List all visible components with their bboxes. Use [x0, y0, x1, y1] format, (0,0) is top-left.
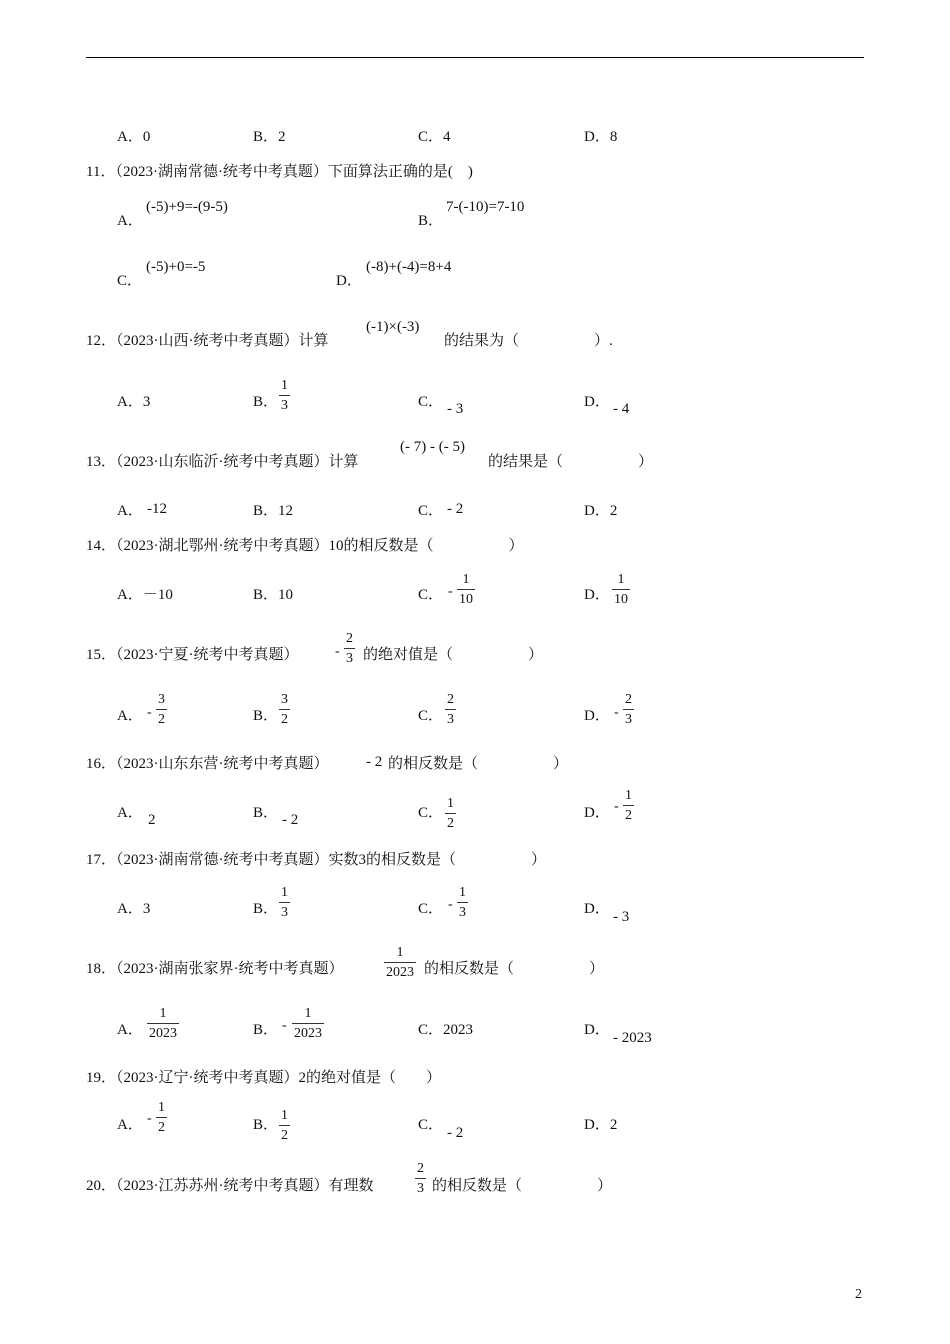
q16-option-c-fraction: $\frac{1}{2}$ [447, 796, 454, 831]
q17-option-c-fraction: $\frac{1}{3}$ [459, 885, 466, 920]
q15-option-c-label: C． [418, 708, 444, 724]
q20-stem-start: 20．（2023·江苏苏州·统考中考真题）有理数 [86, 1178, 374, 1194]
q10-option-c: C．4 [418, 129, 451, 145]
q13-expression: (- 7) - (- 5) [400, 439, 465, 455]
q19-option-b-label: B． [253, 1117, 279, 1133]
header-rule [86, 57, 864, 58]
q18-option-c: C．2023 [418, 1022, 474, 1038]
q16-expression: - 2 [366, 754, 383, 770]
q19-option-a-minus: - [147, 1111, 152, 1126]
q19-option-a-fraction: $\frac{1}{2}$ [158, 1100, 165, 1135]
q15-option-d-label: D． [584, 708, 610, 724]
q15-option-c-fraction: $\frac{2}{3}$ [447, 692, 454, 727]
q13-option-a-label: A． [117, 503, 143, 519]
q20-stem-end: 的相反数是（ ） [432, 1178, 613, 1194]
q17-option-c-label: C． [418, 901, 444, 917]
q13-option-c-value: - 2 [447, 501, 464, 517]
q20-stem-fraction: $\frac{2}{3}$ [417, 1161, 424, 1196]
q16-option-d-minus: - [614, 799, 619, 814]
q19-stem: 19．（2023·辽宁·统考中考真题）2的绝对值是（ ） [86, 1070, 441, 1086]
q14-option-a: A．－10 [117, 587, 173, 603]
q12-option-d-value: - 4 [613, 401, 630, 417]
q16-option-d-label: D． [584, 805, 610, 821]
q12-option-b-fraction: $\frac{1}{3}$ [281, 378, 288, 413]
q12-stem-end: 的结果为（ ）. [444, 333, 613, 349]
q15-option-a-label: A． [117, 708, 143, 724]
q14-option-d-label: D． [584, 587, 610, 603]
q15-stem-start: 15．（2023·宁夏·统考中考真题） [86, 647, 299, 663]
q10-option-d: D．8 [584, 129, 618, 145]
q12-option-c-label: C． [418, 394, 444, 410]
q18-stem-start: 18．（2023·湖南张家界·统考中考真题） [86, 961, 344, 977]
q17-option-a: A．3 [117, 901, 151, 917]
q11-option-b-label: B． [418, 213, 444, 229]
q18-option-d-value: - 2023 [613, 1030, 652, 1046]
q11-option-c-expr: (-5)+0=-5 [146, 259, 206, 275]
q16-stem-start: 16．（2023·山东东营·统考中考真题） [86, 756, 329, 772]
q15-stem-end: 的绝对值是（ ） [363, 647, 544, 663]
q12-expression: (-1)×(-3) [366, 319, 420, 335]
page-number: 2 [855, 1287, 862, 1302]
q14-option-c-label: C． [418, 587, 444, 603]
q17-stem: 17．（2023·湖南常德·统考中考真题）实数3的相反数是（ ） [86, 852, 546, 868]
q11-option-d-label: D． [336, 273, 362, 289]
q13-option-a-value: -12 [147, 501, 167, 517]
q14-stem: 14．（2023·湖北鄂州·统考中考真题）10的相反数是（ ） [86, 538, 524, 554]
q15-option-b-label: B． [253, 708, 279, 724]
q11-option-c-label: C． [117, 273, 143, 289]
q10-option-b: B．2 [253, 129, 286, 145]
q19-option-a-label: A． [117, 1117, 143, 1133]
q16-option-b-value: - 2 [282, 812, 299, 828]
q16-option-a-value: 2 [148, 812, 156, 828]
q16-option-a-label: A． [117, 805, 143, 821]
q14-option-d-fraction: $\frac{1}{10}$ [614, 572, 628, 607]
q14-option-c-minus: - [448, 584, 453, 599]
q19-option-c-label: C． [418, 1117, 444, 1133]
q19-option-c-value: - 2 [447, 1125, 464, 1141]
q18-option-b-fraction: $\frac{1}{2023}$ [294, 1006, 322, 1041]
q11-option-d-expr: (-8)+(-4)=8+4 [366, 259, 452, 275]
q16-option-d-fraction: $\frac{1}{2}$ [625, 788, 632, 823]
q19-option-d: D．2 [584, 1117, 618, 1133]
q15-option-a-fraction: $\frac{3}{2}$ [158, 692, 165, 727]
q16-stem-end: 的相反数是（ ） [388, 756, 569, 772]
q16-option-b-label: B． [253, 805, 279, 821]
q14-option-b: B．10 [253, 587, 294, 603]
q10-option-a: A．0 [117, 129, 151, 145]
q15-option-d-fraction: $\frac{2}{3}$ [625, 692, 632, 727]
q15-option-d-minus: - [614, 705, 619, 720]
q18-option-a-label: A． [117, 1022, 143, 1038]
q16-option-c-label: C． [418, 805, 444, 821]
q18-option-b-label: B． [253, 1022, 279, 1038]
q15-option-b-fraction: $\frac{3}{2}$ [281, 692, 288, 727]
q17-option-b-fraction: $\frac{1}{3}$ [281, 885, 288, 920]
q18-stem-end: 的相反数是（ ） [424, 961, 605, 977]
q11-stem: 11．（2023·湖南常德·统考中考真题）下面算法正确的是( ) [86, 164, 473, 180]
q11-option-a-expr: (-5)+9=-(9-5) [146, 199, 228, 215]
q12-stem-start: 12．（2023·山西·统考中考真题）计算 [86, 333, 329, 349]
q17-option-b-label: B． [253, 901, 279, 917]
q12-option-a: A．3 [117, 394, 151, 410]
q11-option-a-label: A． [117, 213, 143, 229]
q19-option-b-fraction: $\frac{1}{2}$ [281, 1108, 288, 1143]
q12-option-d-label: D． [584, 394, 610, 410]
q14-option-c-fraction: $\frac{1}{10}$ [459, 572, 473, 607]
q17-option-d-label: D． [584, 901, 610, 917]
q11-option-b-expr: 7-(-10)=7-10 [446, 199, 525, 215]
q13-stem-start: 13．（2023·山东临沂·统考中考真题）计算 [86, 454, 359, 470]
q15-stem-minus: - [335, 644, 340, 659]
q13-option-d: D．2 [584, 503, 618, 519]
q18-option-d-label: D． [584, 1022, 610, 1038]
q17-option-c-minus: - [448, 897, 453, 912]
q18-stem-fraction: $\frac{1}{2023}$ [386, 945, 414, 980]
q12-option-c-value: - 3 [447, 401, 464, 417]
q13-option-c-label: C． [418, 503, 444, 519]
q12-option-b-label: B． [253, 394, 279, 410]
q13-option-b: B．12 [253, 503, 294, 519]
q18-option-b-minus: - [282, 1018, 287, 1033]
q13-stem-end: 的结果是（ ） [488, 454, 654, 470]
q15-stem-fraction: $\frac{2}{3}$ [346, 631, 353, 666]
q15-option-a-minus: - [147, 705, 152, 720]
q17-option-d-value: - 3 [613, 909, 630, 925]
q18-option-a-fraction: $\frac{1}{2023}$ [149, 1006, 177, 1041]
